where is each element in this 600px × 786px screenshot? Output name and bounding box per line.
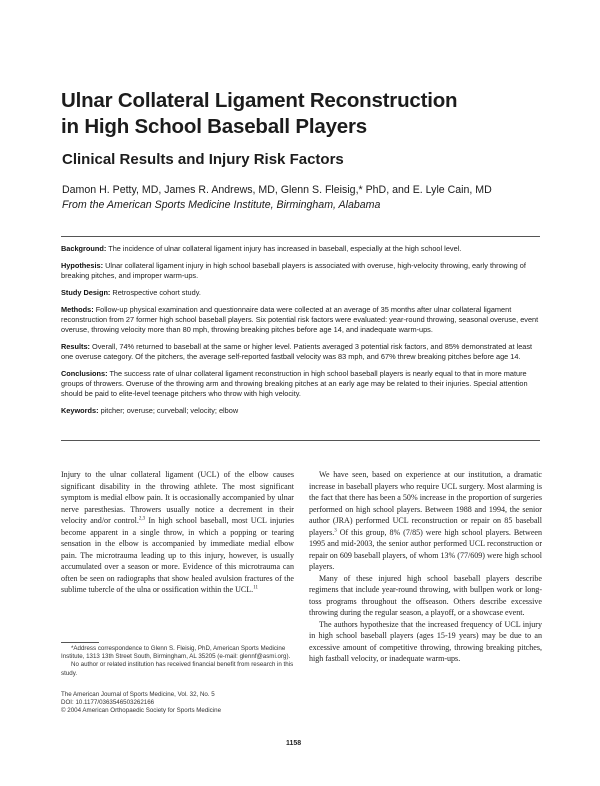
abstract-study-design [61,288,543,298]
abstract-study-design-text: Retrospective cohort study. [112,288,201,297]
journal-doi: DOI: 10.1177/0363546503262166 [61,699,155,707]
footnotes [61,645,301,678]
abstract-methods-label: Methods: [61,305,94,314]
article-subtitle: Clinical Results and Injury Risk Factors [62,151,344,168]
abstract-background-label: Background: [61,244,107,253]
footnote-rule [61,642,99,643]
abstract-hypothesis-text: Ulnar collateral ligament injury in high school baseball players is associated with overuse, high-velocity throwing, early throwing of breaking pitches, and improper warm-ups. [61,261,526,280]
author-affiliation: From the American Sports Medicine Institute, Birmingham, Alabama [62,199,381,211]
body-text: We have seen, based on experience at our institution, a dramatic increase in baseball players who require UCL surgery. Most alarming is the fact that there has been a 50% increase in the proportion of surgeries performed on high school players. Between 1988 and 1994, the senior author (JRA) performed UCL reconstruction or repair on 85 baseball players. [309,470,542,537]
body-text: Of this group, 8% (7/85) were high school players. Between 1995 and mid-2003, the senior author performed UCL reconstruction or repair on 609 baseball players, of whom 13% (77/609) were high school players. [309,527,542,571]
abstract-keywords [61,406,543,416]
abstract [61,244,543,423]
reference-superscript: 2,3 [138,516,146,522]
body-text: Injury to the ulnar collateral ligament (UCL) of the elbow causes significant disability in the throwing athlete. The most significant symptom is medial elbow pain. It is occasionally accompanied by ulnar nerve paresthesias. Throwers usually notice a decrement in their velocity and/or control. [61,470,294,525]
reference-superscript: 3 [334,527,337,533]
body-paragraph: The authors hypothesize that the increased frequency of UCL injury in high school baseball players (ages 15-19 years) may be due to an excessive amount of competitive throwing, throwing breaking pitches, high fastball velocity, or inadequate warm-ups. [309,619,542,663]
abstract-methods-text: Follow-up physical examination and questionnaire data were collected at an average of 35 months after ulnar collateral ligament reconstruction from 27 former high school baseball players. Six potential risk factors were evaluated: year-round throwing, seasonal overuse, event overuse, throwing velocity more than 80 mph, throwing breaking pitches before age 14, and inadequate warm-ups. [61,305,539,334]
abstract-hypothesis [61,261,543,281]
body-paragraph: Many of these injured high school baseball players describe regimens that include year-round throwing, with bullpen work or long-toss programs throughout the offseason. Others describe excessive throwing during the regular season, a playoff, or a showcase event. [309,573,542,617]
abstract-methods [61,305,543,335]
body-column-left [61,469,294,596]
journal-copyright: © 2004 American Orthopaedic Society for Sports Medicine [61,707,222,715]
body-paragraph [309,469,542,573]
abstract-conclusions-label: Conclusions: [61,369,108,378]
body-paragraph [61,469,294,596]
abstract-conclusions-text: The success rate of ulnar collateral ligament reconstruction in high school baseball players is nearly equal to that in more mature groups of throwers. Overuse of the throwing arm and throwing breaking pitches at an early age may be related to their injuries. Special attention should be paid to elite-level teenage pitchers who throw with high velocity. [61,369,528,398]
journal-info [61,691,321,716]
body-column-right [309,469,542,665]
abstract-results-label: Results: [61,342,90,351]
abstract-background [61,244,543,254]
abstract-background-text: The incidence of ulnar collateral ligament injury has increased in baseball, especially at the high school level. [108,244,462,253]
abstract-top-rule [61,236,540,237]
page-number: 1158 [286,740,302,747]
abstract-keywords-text: pitcher; overuse; curveball; velocity; elbow [100,406,239,415]
abstract-hypothesis-label: Hypothesis: [61,261,104,270]
abstract-bottom-rule [61,440,540,441]
abstract-keywords-label: Keywords: [61,406,99,415]
funding-footnote: No author or related institution has received financial benefit from research in this study. [61,661,294,677]
author-list: Damon H. Petty, MD, James R. Andrews, MD, Glenn S. Fleisig,* PhD, and E. Lyle Cain, MD [62,184,492,196]
abstract-results [61,342,543,362]
reference-superscript: 11 [253,585,259,591]
body-text: In high school baseball, most UCL injuries become apparent in a single throw, in which a popping or tearing sensation in the elbow is accompanied by immediate medial elbow pain. The microtrauma leading up to this injury, however, is usually accumulated over a season or more. Evidence of this microtrauma can often be seen on radiographs that show healed avulsion fractures of the sublime tubercle of the ulna or ossification within the UCL. [61,516,294,594]
correspondence-footnote: *Address correspondence to Glenn S. Fleisig, PhD, American Sports Medicine Institute, 1313 13th Street South, Birmingham, AL 35205 (e-mail: glennf@asmi.org). [61,645,291,661]
article-title [61,88,551,140]
abstract-results-text: Overall, 74% returned to baseball at the same or higher level. Patients averaged 3 potential risk factors, and 85% demonstrated at least one overuse category. Of the pitchers, the average self-reported fastball velocity was 83 mph, and 67% threw breaking pitches before age 14. [61,342,533,361]
article-title-line-1: Ulnar Collateral Ligament Reconstruction [61,89,458,112]
article-title-line-2: in High School Baseball Players [61,115,367,138]
abstract-conclusions [61,369,543,399]
journal-citation: The American Journal of Sports Medicine, Vol. 32, No. 5 [61,691,215,698]
abstract-study-design-label: Study Design: [61,288,111,297]
